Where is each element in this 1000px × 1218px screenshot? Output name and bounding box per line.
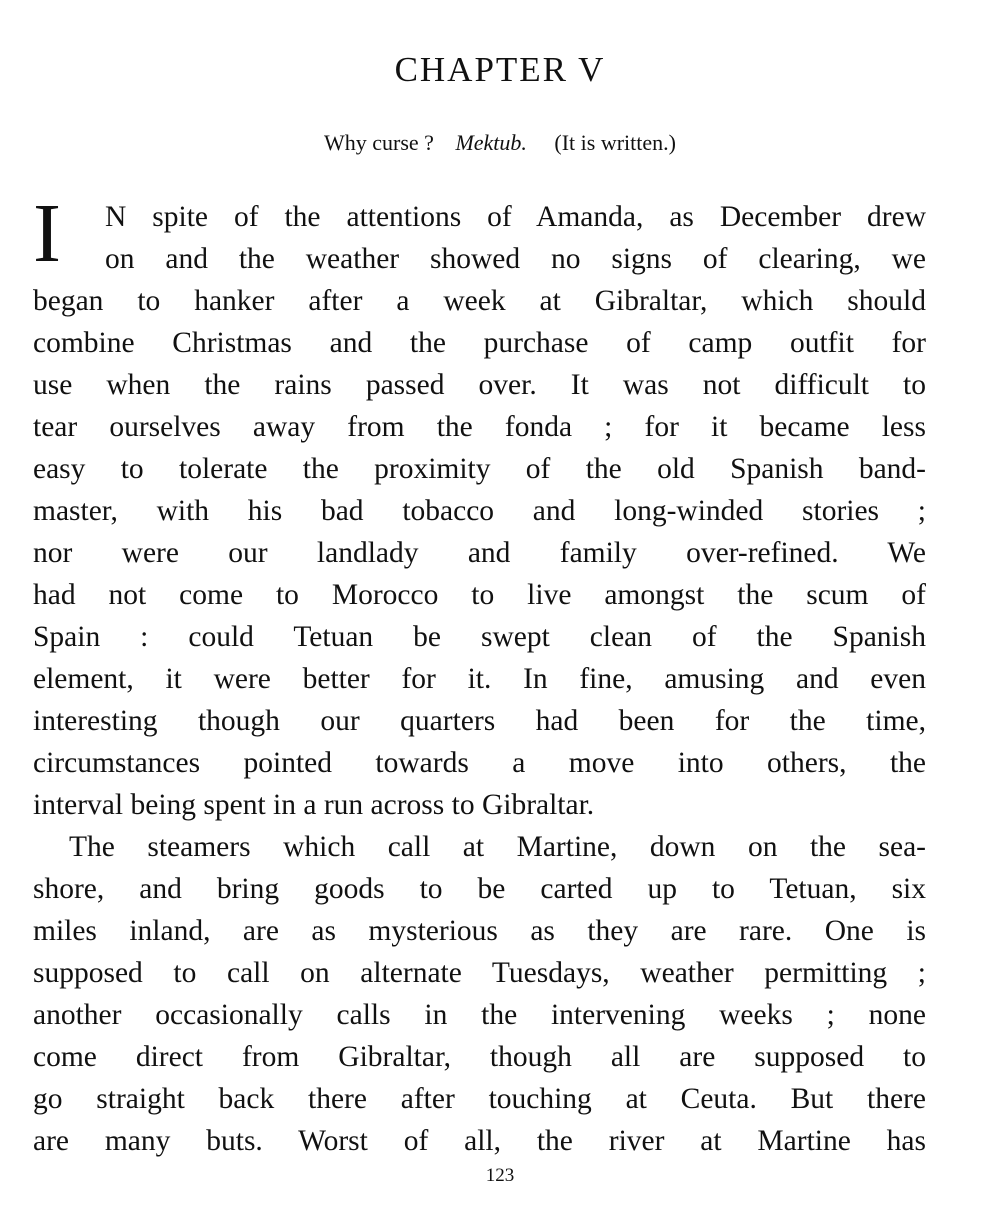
text-line: come direct from Gibraltar, though all are supposed to bbox=[33, 1041, 926, 1073]
text-line: N spite of the attentions of Amanda, as December drew bbox=[105, 201, 926, 233]
text-line: easy to tolerate the proximity of the old Spanish band- bbox=[33, 453, 926, 485]
text-line: circumstances pointed towards a move into others, the bbox=[33, 747, 926, 779]
text-line: The steamers which call at Martine, down on the sea- bbox=[69, 831, 926, 863]
text-line: combine Christmas and the purchase of camp outfit for bbox=[33, 327, 926, 359]
text-line: tear ourselves away from the fonda ; for it became less bbox=[33, 411, 926, 443]
text-line: miles inland, are as mysterious as they are rare. One is bbox=[33, 915, 926, 947]
text-line: on and the weather showed no signs of clearing, we bbox=[105, 243, 926, 275]
text-line: shore, and bring goods to be carted up to Tetuan, six bbox=[33, 873, 926, 905]
chapter-title: CHAPTER V bbox=[394, 50, 606, 89]
text-line: began to hanker after a week at Gibraltar, which should bbox=[33, 285, 926, 317]
epigraph-question: Why curse ? bbox=[323, 130, 434, 155]
text-line: element, it were better for it. In fine, amusing and even bbox=[33, 663, 926, 695]
text-line: had not come to Morocco to live amongst the scum of bbox=[33, 579, 926, 611]
text-line: master, with his bad tobacco and long-winded stories ; bbox=[33, 495, 926, 527]
epigraph-arabic-word: Mektub. bbox=[455, 130, 527, 155]
epigraph-translation: (It is written.) bbox=[554, 130, 676, 155]
page-number: 123 bbox=[485, 1165, 515, 1186]
text-line: Spain : could Tetuan be swept clean of the Spanish bbox=[33, 621, 926, 653]
text-line: use when the rains passed over. It was not difficult to bbox=[33, 369, 926, 401]
epigraph bbox=[0, 130, 1000, 156]
body-text bbox=[33, 187, 926, 1162]
text-line: supposed to call on alternate Tuesdays, weather permitting ; bbox=[33, 957, 926, 989]
text-line: go straight back there after touching at Ceuta. But there bbox=[33, 1083, 926, 1115]
text-line: another occasionally calls in the intervening weeks ; none bbox=[33, 999, 926, 1031]
text-line: nor were our landlady and family over-refined. We bbox=[33, 537, 926, 569]
text-line: are many buts. Worst of all, the river at Martine has bbox=[33, 1125, 926, 1157]
drop-cap: I bbox=[33, 187, 61, 280]
text-line: interesting though our quarters had been for the time, bbox=[33, 705, 926, 737]
text-line: interval being spent in a run across to Gibraltar. bbox=[33, 789, 595, 821]
